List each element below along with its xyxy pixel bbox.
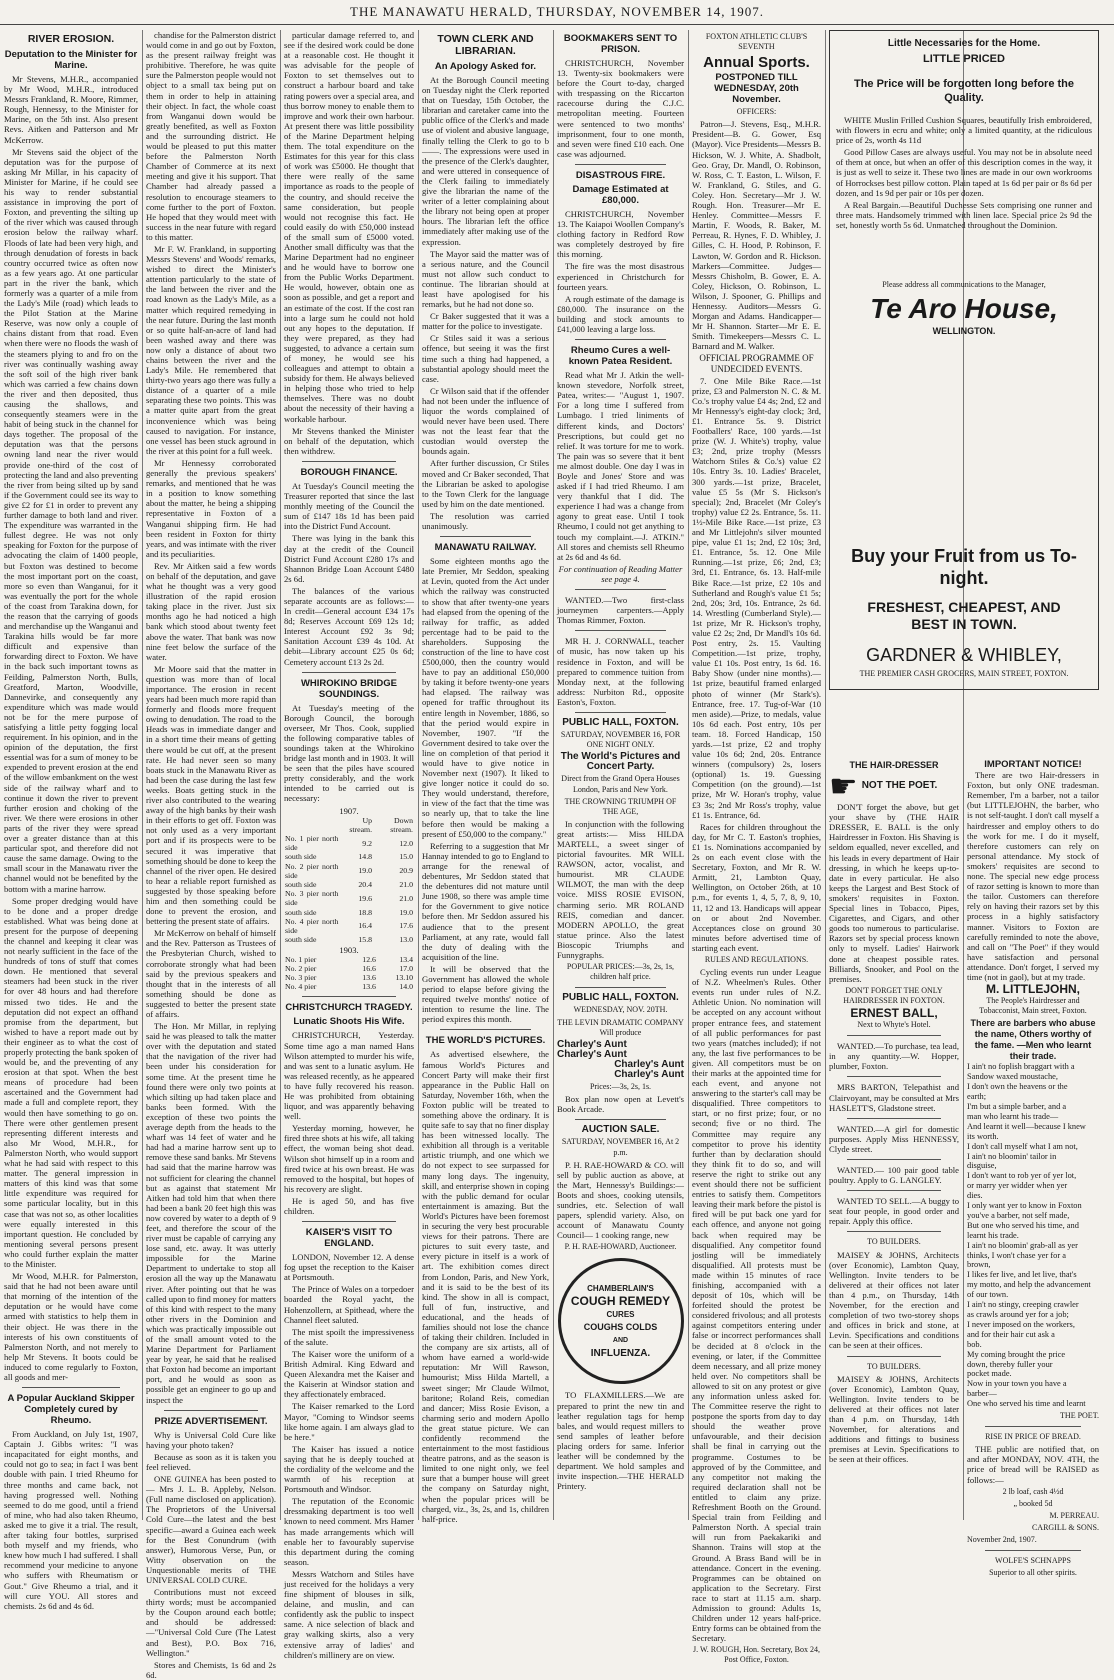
paragraph: There was lying in the bank this day at the credit of the Council District Fund Account £280 17s and Shannon Bridge Loan Account £480 2s 6d. xyxy=(284,533,414,584)
poem-line: bob. xyxy=(967,1339,982,1349)
divider xyxy=(302,996,396,997)
paragraph: Why is Universal Cold Cure like having your photo taken? xyxy=(146,1429,276,1450)
paragraph: Mr Stevens said the object of the deputation was for the purpose of asking Mr Millar, in his capacity of Minister for Marine, if he could see his way to render substantial assistance in improving the port of Foxton, and preventing the silting up of the river which was caused through erosion below the railway wharf. Floods of late had been very high, and through denudation of forests in back country occurred twice as often now as a few years ago. At one particular part in the river the bank, which formerly was a quarter of a mile from the Lady's Mile (road) which leads to the Pilot Station at the Marine Reserve, was now only a couple of chains distant from that road. Even when there were no floods the wash of the steamers plying to and fro on the river was continually washing away the soft soil of the high river bank which was carried a few chains down the river and then deposited, thus causing the shallows, and consequently steamers were in the habit of being stuck in the channel for days together. The proposal of the deputation was that the persons owning land near the river would provide one-third of the cost of protecting the land and also preventing the river from being silted up by sand if the Government could see its way to give £2 for £1 in order to prevent any further damage to both land and river. The expenditure was warranted in the fullest degree. He was not only speaking for Foxton for the purpose of advocating the claim of 1400 people, but Foxton was destined to become the most important port on the coast, more so even than Wanganui, for it was eventually the port for the whole of the coast from Tarakina down, for the reason that the carrying of goods and merchandise up the Wanganui and Tarakina hills would be far more difficult and expensive than forwarding direct to Foxton. We have in the back such important towns as Feilding, Palmerston North, Bulls, Greatford, Marton, Woodville, Dannevirke, and consequently any expenditure which was made would not be for the mere purpose of satisfying a little petty fogging local requirement. In his opinion, and in the opinion of the deputation, the first essential was for a sum of money to be expended to prevent erosion at the end of the willow embankment on the west side of the railway wharf and to continue it down the river to prevent further erosion and choking of the river. We there were erosions in other parts of the river they were spread over a greater distance than at this particular spot, and therefore did not cause the same damage. Owing to the small scour in the Manawatu river the channel would not be benefited by the bottom with a marine harrow. xyxy=(4,146,138,894)
divider xyxy=(985,1550,1081,1551)
poem-line: down, thereby fuller your xyxy=(967,1359,1053,1369)
divider xyxy=(575,630,666,631)
divider xyxy=(440,536,531,537)
section-heading: OFFICERS: xyxy=(736,107,777,117)
gardner-whibley-ad xyxy=(829,545,1099,720)
table-row: No. 1 pier north side 9.2 12.0 xyxy=(285,834,413,853)
headline: TOWN CLERK AND LIBRARIAN. xyxy=(437,33,534,57)
headline: CHRISTCHURCH TRAGEDY. xyxy=(285,1002,413,1014)
divider xyxy=(847,1190,941,1191)
divider xyxy=(575,712,666,713)
classified-ad: WANTED.— 100 pair good table poultry. Apply to G. LANGLEY. xyxy=(829,1165,959,1186)
paragraph: The resolution was carried unanimously. xyxy=(422,510,549,532)
headline: DISASTROUS FIRE. xyxy=(575,169,666,181)
subheadline: Damage Estimated at £80,000. xyxy=(572,183,669,206)
ad-text: In conjunction with the following great artists:— Miss HILDA MARTELL, a sweet singer of pictorial favourites. MR WILL RAWSON, actor, vocalist, and humourist. MR CLAUDE WILMOT, the man with the deep voice. MISS ROSIE EVISON, charming serio. MR ROLAND REIS, comedian and dancer. MODERN APOLLO, the great statue prince. Also the latest Bioscopic Triumphs and Funnygraphs. xyxy=(557,818,684,961)
table-year: 1903. xyxy=(339,944,359,955)
paragraph: Stores and Chemists, 1s 6d and 2s 6d. xyxy=(146,1659,276,1680)
subheadline: Lunatic Shoots His Wife. xyxy=(293,1016,405,1028)
ad-heading: PUBLIC HALL, FOXTON. xyxy=(562,716,679,728)
ad-heading: There are barbers who abuse the name, Others worthy of the fame. —Men who learnt their trade. xyxy=(970,1018,1096,1062)
table-row: south side 18.8 19.0 xyxy=(285,907,413,917)
divider xyxy=(847,1159,941,1160)
paragraph: It will be observed that the Government has allowed the whole period to elapse before giving the required twelve months' notice of intention to resume the line. The period expires this month. xyxy=(422,963,549,1025)
paragraph: Contributions must not exceed thirty words; must be accompanied by the Coupon around each bottle; and should be addressed:—"Universal Cold Cure (The Latest and Best), P.O. Box 716, Wellington." xyxy=(146,1587,276,1658)
ad-title: Charley's Aunt xyxy=(557,1038,627,1050)
masthead: THE MANAWATU HERALD, THURSDAY, NOVEMBER 14, 1907. xyxy=(0,0,1114,25)
paragraph: The balances of the various separate accounts are as follows:— In credit—General account £34 17s 8d; Reserves Account £69 12s 1d; Interest Account £92 3s 9d; Sanitation Account £39 4s 10d. At debit—Library account £25 0s 6d; Cemetery account £13 2s 2d. xyxy=(284,585,414,667)
ad-text: WHITE Muslin Frilled Cushion Squares, beautifully Irish embroidered, with flowers in ecru and white; only a limited quantity, at the ridiculous price of 2s, worth 4s 11d xyxy=(836,115,1092,146)
ad-text: Direct from the Grand Opera Houses London, Paris and New York. xyxy=(561,774,680,794)
paragraph: Mr F. W. Frankland, in supporting Messrs Stevens' and Woods' remarks, wished to direct the Minister's attention particularly to the state of the land between the river and the road known as the Lady's Mile, as a matter which required remedying in the near future. During the last month or so quite half-an-acre of land had been washed away and there was now only a distance of about two chains between the river and the Lady's Mile. He remembered that thirty-two years ago there was fully a distance of a quarter of a mile separating these two points. This was a matter quite apart from the great inconvenience which was being caused to navigation. For instance, one vessel has been stuck aground in the river at this point for a full week. xyxy=(146,243,276,456)
ad-date: SATURDAY, NOVEMBER 16, FOR ONE NIGHT ONLY. xyxy=(560,730,681,750)
poem-line: its worth. xyxy=(967,1131,999,1141)
ad-title: Charley's Aunt xyxy=(614,1068,684,1080)
paragraph: CHRISTCHURCH, November 13. The Kaiapoi Woollen Company's clothing factory in Redford Row was completely destroyed by fire this morning. xyxy=(557,208,684,260)
poem-line: Now in your town you have a xyxy=(967,1379,1067,1389)
paragraph: Mr Stevens thanked the Minister on behalf of the deputation, which then withdrew. xyxy=(284,425,414,456)
soundings-table xyxy=(284,816,414,945)
divider xyxy=(575,1119,666,1120)
column-7 xyxy=(829,760,959,1522)
poem-line: or marry yer widder when yer xyxy=(967,1181,1068,1191)
ad-heading: AUCTION SALE. xyxy=(581,1124,660,1136)
paragraph: At the Borough Council meeting on Tuesday night the Clerk reported that on Tuesday, 15th October, the librarian and caretaker came into the public office of the Clerk's and made use of violent and abusive language, finally telling the Clerk to go to b——. The expressions were used in the presence of the Clerk's daughter, and were uttered in consequence of the Clerk failing to immediately give the librarian the name of the writer of a letter complaining about the library not being open at proper hours. The librarian left the office immediately after making use of the expression. xyxy=(422,75,549,247)
paragraph: ONE GUINEA has been posted to— Mrs J. L. B. Appleby, Nelson. (Full name disclosed on application). The Proprietors of the Universal Cold Cure—the latest and the best specific—award a Guinea each week for the Best Conundrum (with answer), Humorous Verse, Pun, or Witty observation on the Unquestionable merits of THE UNIVERSAL COLD CURE. xyxy=(146,1474,276,1585)
paragraph: Mr Moore said that the matter in question was more than of local importance. The erosion in recent years had been much more rapid than formerly and floods more frequent owing to denudation. The road to the Heads was in immediate danger and in a short time their means of getting there would be cut off, at the present rate. He had never seen so many boats stuck in the Manawatu River as had been the case during the last few weeks. Boats getting stuck in the river also contributed to the wearing away of the high banks by their wash in their efforts to get off. Foxton was not only used as a very important port and if its prospects were to be secured it was imperative that something should be done to keep the channel of the river open. He desired to hear a reliable report furnished as suggested by those speaking before him and then something could be done to prevent the erosion, and bettering the present state of affairs. xyxy=(146,663,276,927)
divider xyxy=(302,461,396,462)
ad-text: DON'T forget the above, but get your shave by (THE HAIR DRESSER, E. BALL is the only Hairdresser in Foxton. His Shaving is seldom equalled, never excelled, and his leads in every department of Hair dressing, in which he keeps up-to-date in every particular. He also keeps the Largest and Best Stock of smokers' requisites in Foxton. Special lines in Tobacco, Pipes, Cigarettes, and Cigars, and other goods too numerous to particularise. Razors set by special process known only to myself. Ladies' Hairwork done at cheapest possible rates. Billiards, Snooker, and Pool on the premises. xyxy=(829,802,959,984)
paragraph: Messrs Watchorn and Stiles have just received for the holidays a very fine shipment of blouses in silk, delaine, and muslin, and can confidently ask the public to inspect same. A nice selection of black and gray walking skirts, also a very extensive array of ladies' and children's millinery are on view. xyxy=(284,1568,414,1660)
ad-heading: RISE IN PRICE OF BREAD. xyxy=(985,1432,1081,1442)
ad-signature: CARGILL & SONS. xyxy=(1031,1522,1099,1532)
ad-text: WELLINGTON. xyxy=(932,326,996,337)
paragraph: CHRISTCHURCH, Yesterday. Some time ago a man named Hans Wilson attempted to murder his wife, and was sent to a lunatic asylum. He was released recently, as he appeared to have fully recovered his reason. He was prohibited from obtaining liquor, and was apparently behaving well. xyxy=(284,1030,414,1122)
pointing-hand-icon: ☛ xyxy=(829,768,858,805)
poem-line: brown, xyxy=(967,1260,991,1270)
divider xyxy=(575,339,666,340)
poem-line: And learnt it well—because I knew xyxy=(967,1121,1086,1131)
paragraph: The Mayor said the matter was of a serious nature, and the Council must not allow such conduct to continue. The librarian should at least have apologised for his remarks, but he had not done so. xyxy=(422,248,549,310)
paragraph: At Tuesday's Council meeting the Treasurer reported that since the last monthly meeting of the Council the sum of £147 18s 1d has been paid into the District Fund Account. xyxy=(284,480,414,532)
divider xyxy=(22,1387,120,1388)
poem-line: I ain't no foplish braggart with a xyxy=(967,1062,1075,1072)
ad-heading: WOLFE'S SCHNAPPS xyxy=(995,1556,1071,1566)
ad-text: THE PREMIER CASH GROCERS, MAIN STREET, FOXTON. xyxy=(859,669,1069,678)
ad-heading: FRESHEST, CHEAPEST, AND BEST IN TOWN. xyxy=(867,599,1061,632)
section-heading: RULES AND REGULATIONS. xyxy=(704,954,809,964)
ad-text: THE LEVIN DRAMATIC COMPANY Will produce xyxy=(557,1017,684,1037)
poem-line: man who learnt his trade— xyxy=(967,1111,1059,1121)
table-row: No. 3 pier 13.6 13.10 xyxy=(285,973,413,982)
divider xyxy=(164,1410,258,1411)
soundings-table xyxy=(284,955,414,992)
ad-heading: Little Necessaries for the Home. xyxy=(887,38,1041,49)
cough-remedy-logo: CHAMBERLAIN'S COUGH REMEDY CURES COUGHS COLDS AND INFLUENZA. xyxy=(558,1258,684,1384)
paragraph: Rev. Mr Aitken said a few words on behalf of the deputation, and gave what he thought was a very good illustration of the rapid erosion taking place in the river. Just six months ago he had noticed a high bank which stood about twenty feet above the water. That bank was now nine feet below the surface of the water. xyxy=(146,560,276,662)
paragraph: particular damage referred to, and see if the desired work could be done at a reasonable cost. He thought it was advisable for the people of Foxton to set themselves out to construct a harbour board and take rating powers over a special area, and thus borrow money to enable them to improve and work their own harbour. At present there was little possibility of the Marine Department helping them. The total expenditure on the Estimates for this year for this class of work was £5000. He thought that there were really of the same importance as roads to the people of the country, and should receive the same consideration, but people would not recognise this fact. He could easily do with £50,000 instead of the small sum of £5000 voted. Another small difficulty was that the Marine Department had no engineer and he would have to borrow one from the Public Works Department. He would, however, obtain one as soon as possible, and get a report and an estimate of the cost. If the cost ran into a large sum he could not hold out any hopes to the deputation. If they were prepared, as they had suggested, to advance a certain sum of money, he would see his colleagues and attempt to obtain a subsidy for them. He always believed in helping those who tried to help themselves. There was no doubt about the necessity of their having a workable harbour. xyxy=(284,30,414,424)
price-line: 2 lb loaf, cash 4½d xyxy=(1002,1486,1064,1496)
ad-date: SATURDAY, NOVEMBER 16, At 2 p.m. xyxy=(561,1137,680,1157)
paragraph: After further discussion, Cr Stiles moved and Cr Baker seconded, That the Librarian be asked to apologise to the Town Clerk for the language used by him on the date mentioned. xyxy=(422,458,549,509)
paragraph: As advertised elsewhere, the famous World's Pictures and Concert Party will make their first appearance in the Public Hall on Saturday, November 16th, when the Foxton public will be treated to something above the ordinary. It is quite safe to say that no finer display has been witnessed locally. The exhibition all through is a veritable artistic triumph, and one which we do not expect to see surpassed for many long days. The ingenuity, skill, and enterprise shown in coping with the public demand for ocular entertainment is amazing. But the World's Pictures have been foremost in securing the very best procurable views for their patrons. There are pictures to suit every taste, and every picture in itself is a work of art. The exhibition comes direct from London, Paris, and New York, and it is said to be the best of its kind. The show in all is compact, full of fun, instructive, and educational, and the heads of families should not lose the chance of taking their children. Included in the company are six artists, all of whom have earned a world-wide reputation: Mr Will Rawson, humourist; Miss Hilda Martell, a sweet singer; Mr Claude Wilmot, baritone; Roland Reis, comedian and dancer; Miss Rosie Evison, a charming serio and modern Apollo the great statue picture. We can confidently recommend the entertainment to the most fastidious theatre patrons, and as the season is limited to one night only, we feel sure that a bumper house will greet the company on Saturday night, when the popular prices will be charged, viz., 3s, 2s, and 1s, children half-price. xyxy=(422,1049,549,1524)
ad-title: Annual Sports. xyxy=(703,54,810,72)
paragraph: Some proper dredging would have to be done and a proper dredge established. What was being done at present for the purpose of deepening the channel and keeping it clear was not nearly sufficient in the face of the hundreds of tons of stuff that comes down. He mentioned that several steamers had been stuck in the river for over 48 hours and had therefore missed two tides. He and the deputation did not expect an offhand promise from the department, but wished to have a report made out by their engineer as to what the cost of properly protecting the bank spoken of would be, and the preventing of any erosion at that spot. When the best means of procedure had been ascertained and the Government had made a full and complete report, they would then have something to go on. There were other gentlemen present representing different interests and also Mr Wood, M.H.R., for Palmerston North, who would support what he had said with respect to this matter. The general impression in matters of this kind was that some little expenditure was required for some particular locality, but in this case that was not so, as other localities were equally interested in this important question. He concluded by mentioning several persons present who could further explain the matter to the Minister. xyxy=(4,895,138,1269)
paragraph: Mr Stevens, M.H.R., accompanied by Mr Wood, M.H.R., introduced Messrs Frankland, R. Moore, Rimmer, Rough, Hennessy, to the Minister for Marine, on the 5th inst. Also present Revs. Aitken and Patterson and Mr McKerrow. xyxy=(4,74,138,145)
paragraph: The Hon. Mr Millar, in replying said he was pleased to talk the matter over with the deputation and stated that the navigation of the river had been under his consideration for some time. At the present time he found there were only two points at which silting up had taken place and banks been formed. With the exception of these two points the average depth from the heads to the wharf was 14 feet of water and he had had a marine harrow sent up to remove these sand banks. Mr Stevens had said that the marine harrow was not sufficient for clearing the channel but as against that statement Mr Aitken had told him that when there had been a bank 20 feet high this was now covered by water to a depth of 9 feet, and therefore the scour of the river must be capable of carrying any lose sand, etc. away. It was utterly impossible for the Marine Department to undertake to stop all erosion all the way up the Manawatu river. After pointing out that he was called upon to find money for matters of this kind with respect to the many other rivers in the Dominion and which was practically impossible out of the small amount voted to the Marine Department for Parliament year by year, he said that he realised that Foxton had become an important port, and he would as soon as possible get an engineer to go up and inspect the xyxy=(146,1021,276,1405)
subheadline: Deputation to the Minister for Marine. xyxy=(4,49,138,71)
poem-line: I ain't no bloomin' tailor in xyxy=(967,1151,1057,1161)
poem-line: I only want yer to know in Foxton xyxy=(967,1201,1082,1211)
ad-heading: TO BUILDERS. xyxy=(867,1237,921,1247)
poem-line: learnt his trade. xyxy=(967,1230,1019,1240)
ad-title: M. LITTLEJOHN, xyxy=(986,982,1080,997)
divider xyxy=(440,1029,531,1030)
divider xyxy=(575,589,666,590)
poem-line: as crawls around yer for a job; xyxy=(967,1310,1069,1319)
ad-heading: NOT THE POET. xyxy=(861,780,938,792)
poem-line: and for their hair cut ask a xyxy=(967,1329,1055,1339)
ad-date: WEDNESDAY, NOV. 20TH. xyxy=(573,1005,668,1015)
headline: MANAWATU RAILWAY. xyxy=(434,542,537,554)
column-2 xyxy=(146,30,276,1680)
headline: PRIZE ADVERTISEMENT. xyxy=(154,1415,268,1427)
headline: RIVER EROSION. xyxy=(27,33,115,45)
ad-text: THE public are notified that, on and after MONDAY, NOV. 4TH, the price of bread will be RAISED as follows:— xyxy=(967,1444,1099,1485)
price-line: „ booked 5d xyxy=(1013,1498,1053,1508)
ad-text: 7. One Mile Bike Race.—1st prize, £3 and Palmerston N. C. & M. Co.'s trophy value £4 4s; 2nd, £2 and Mr Hennessy's eight-day clock; 3rd, £1. Entrance 5s. 9. District Footballers' Race, 100 yards.—1st prize (W. J. White's) trophy, value £3; 2nd, prize trophy (Messrs Watchorn Stiles & Co.'s) value £2 10s. Entry 3s. 10. Ladies' Bracelet, 300 yards.—1st prize, Bracelet, value £5 5s (Mr S. Hickson's special); 2nd, Bracelet (Mr Coley's trophy) value £2 2s. Entrance, 5s. 11. 1½-Mile Bike Race.—1st prize, £3 and Mr Littlejohn's silver mounted pipe, value £1 1s; 2nd, £2 10s; 3rd, £1. Entrance, 5s. 12. One Mile Running.—1st prize, £6; 2nd, £3; 3rd, £1. Entrance, 6s. 13. Half-mile Bike Race.—1st prize, £2 10s and Sutherland and Rough's value £1 5s; 2nd, 20s; 3rd, 10s. Entrance, 2s 6d. 14. Wrestling (Cumberland Style).—1st prize, Mr R. Hickson's trophy, value £2 2s; 2nd, Dr Mandl's 10s 6d. Post entry, 2s. 15. Vaulting Competition.—1st prize, trophy, value £1 10s. Post entry, 1s 6d. 16. Baby Show (under nine months).—1st prize, beautiful framed enlarged photo of winner (Mr Stark's). Entrance, free. 17. Tug-of-War (10 men aside).—Prize, to medals, value 10s 6d each. Post entry, 10s per team. 18. Forced Handicap, 150 yards.—1st prize, £2 and trophy value 10s 6d; 2nd, 20s. Entrance winners (compulsory) 2s, losers (optional) 1s. 19. Guessing Competition (on the ground).—1st prize, Mr W. Horan's trophy, value £3 3s; 2nd Mr Ross's trophy, value £1 1s. Entrance, 6d. xyxy=(692,375,821,820)
ad-heading: IMPORTANT NOTICE! xyxy=(984,759,1082,770)
table-header: Up stream. Down stream. xyxy=(349,815,413,834)
paragraph: Cr Baker suggested that it was a matter for the police to investigate. xyxy=(422,311,549,332)
ad-heading: THE HAIR-DRESSER xyxy=(849,760,939,770)
paragraph: Cr Wilson said that if the offender had not been under the influence of liquor the words complained of would never have been used. There was not the least fear that the custodian would overstep the bounds again. xyxy=(422,385,549,457)
paragraph: The fire was the most disastrous experienced in Christchurch for fourteen years. xyxy=(557,261,684,292)
ad-text: THE CROWNING TRIUMPH OF THE AGE, xyxy=(564,796,677,816)
poem-line: I ain't no bloomin' grab-all as yer xyxy=(967,1240,1078,1250)
ad-heading-row xyxy=(829,768,959,805)
divider xyxy=(847,1076,941,1077)
poem-signature: THE POET. xyxy=(1060,1411,1099,1421)
poem-line: I ain't no stingy, creeping crawler xyxy=(967,1300,1079,1310)
paragraph: Mr Wood, M.H.R. for Palmerston, said that he had not been aware until that morning of the intention of the deputation or he would have come armed with statistics to help them in their object. He was there in the interests of his own constituents of Palmerston North, and not merely to help Mr Stevens. It boots could be induced to come regularly to Foxton, all goods and mer- xyxy=(4,1271,138,1382)
poem-line: I'm but a simple barber, and a xyxy=(967,1101,1067,1111)
column-rule xyxy=(418,30,419,1520)
paragraph: CHRISTCHURCH, November 13. Twenty-six bookmakers were before the Court to-day, charged with trespassing on the Riccarton racecourse during the C.J.C. metropolitan meeting. Fourteen were sentenced to two months' imprisonment, four to one month, and seven were fined £10 each. One case was adjourned. xyxy=(557,58,684,159)
divider xyxy=(985,1426,1081,1427)
paragraph: Mr McKerrow on behalf of himself and the Rev. Patterson as Trustees of the Presbyterian Church, wished to corroborate strongly what had been said by the previous speakers and thought that in the interests of all something should be done as suggested to better the present state of affairs. xyxy=(146,928,276,1019)
classified-ad: WANTED.—A girl for domestic purposes. Apply Miss HENNESSY, Clyde street. xyxy=(829,1123,959,1154)
table-row: No. 2 pier north side 19.0 20.9 xyxy=(285,861,413,880)
ad-heading: FOXTON ATHLETIC CLUB'S SEVENTH xyxy=(705,32,808,52)
divider xyxy=(302,1221,396,1222)
classified-ad: TO FLAXMILLERS.—We are prepared to print the new tin and leather regulation tags for hemp bales, and would request millers to send samples of leather before placing orders for same. Inferior leather will be condemned by the department. We hold samples and invite inspection.—THE HERALD Printery. xyxy=(557,1390,684,1492)
column-4 xyxy=(422,30,549,1522)
column-1 xyxy=(4,30,138,1611)
ad-heading: LITTLE PRICED xyxy=(923,53,1005,65)
paragraph: From Auckland, on July 1st, 1907, Captain J. Gibbs writes: "I was incapacitated for eight months, and could not go to sea; in fact I was bent double with pain. I tried Rheumo for three months and came back, not having progressed well. Nothing seemed to do me good, until a friend of mine, who had also taken Rheumo, asked me to give it a trial. The result, after taking four bottles, surprised both myself and my friends, who knew how much I had suffered. I shall recommend your medicine to anyone who suffers with Rheumatism or Gout." Give Rheumo a trial, and it will cure YOU. All stores and chemists. 2s 6d and 4s 6d. xyxy=(4,1429,138,1611)
ad-heading: Buy your Fruit from us To-night. xyxy=(851,546,1077,588)
poem-line: thinks, I won't chase yer for a xyxy=(967,1250,1066,1260)
column-3 xyxy=(284,30,414,1660)
divider xyxy=(575,987,666,988)
paragraph: At Tuesday's meeting of the Borough Council, the borough overseer, Mr Thos. Cook, supplied the following comparative tables of soundings taken at the Whirokino bridge last month and in 1903. It will be seen that the piles have scoured pretty considerably, and the work intended to be carried out is necessary: xyxy=(284,702,414,804)
poem-line: my motto, and help the advancement of our town. xyxy=(967,1280,1091,1300)
continuation-note: For continuation of Reading Matter see page 4. xyxy=(558,563,683,584)
ad-heading: PUBLIC HALL, FOXTON. xyxy=(562,992,679,1004)
paragraph: The Kaiser remarked to the Lord Mayor, "Coming to Windsor seems like home again. I am always glad to be here." xyxy=(284,1401,414,1442)
column-rule xyxy=(280,30,281,1520)
table-year: 1907. xyxy=(339,805,359,816)
ad-title: GARDNER & WHIBLEY, xyxy=(866,645,1062,665)
headline: THE WORLD'S PICTURES. xyxy=(425,1035,546,1047)
subheadline: An Apology Asked for. xyxy=(434,61,537,72)
column-8 xyxy=(967,759,1099,1578)
table-row: No. 4 pier north side 16.4 17.6 xyxy=(285,916,413,936)
column-rule xyxy=(825,30,826,1520)
column-5 xyxy=(557,30,684,1522)
column-rule xyxy=(142,30,143,1520)
poem-line: barber— xyxy=(967,1389,997,1399)
paragraph: Mr Hennessy corroborated generally the previous speakers' remarks, and mentioned that he was in a position to know something about the matter, he being a shipping representative in Foxton of a Wanganui shipping firm. He had been resident in Foxton for thirty years, and was intimate with the river and its peculiarities. xyxy=(146,457,276,559)
poem-line: pocket made. xyxy=(967,1369,1012,1379)
classified-ad: MRS BARTON, Telepathist and Clairvoyant, may be consulted at Mrs HASLETT'S, Gladstone street. xyxy=(829,1082,959,1113)
paragraph: The mist spoilt the impressiveness of the salute. xyxy=(284,1326,414,1347)
paragraph: The Kaiser wore the uniform of a British Admiral. King Edward and Queen Alexandra met the Kaiser and the Kaiserin at Windsor station and they affectionately embraced. xyxy=(284,1348,414,1400)
paragraph: A rough estimate of the damage is £80,000. The insurance on the building and stock amounts to £41,000 leaving a large loss. xyxy=(557,293,684,334)
poem-line: earth; xyxy=(967,1092,987,1102)
ad-text: Please address all communications to the Manager, xyxy=(882,280,1046,290)
ad-text: DON'T FORGET THE ONLY HAIRDRESSER IN FOXTON. xyxy=(843,985,945,1005)
ad-text: Box plan now open at Levett's Book Arcade. xyxy=(557,1094,684,1115)
paragraph: Because as soon as it is taken you feel relieved. xyxy=(146,1451,276,1472)
poem-line: I don't call myself what I am not, xyxy=(967,1141,1078,1151)
classified-ad: MR H. J. CORNWALL, teacher of music, has now taken up his residence in Foxton, and will be prepared to commence tuition from Monday next, at the following address: Nurbiton Rd., opposite Easton's, Foxton. xyxy=(557,636,684,707)
paragraph: The reputation of the Economic dressmaking department is too well known to need comment. Mrs Hamer has made arrangements which will enable her to favourably supervise this department during the coming season. xyxy=(284,1496,414,1567)
ad-title: The World's Pictures and Concert Party. xyxy=(560,751,681,773)
poem xyxy=(967,1062,1099,1409)
ad-title: Charley's Aunt xyxy=(614,1058,684,1070)
te-aro-house-logo: Te Aro House, xyxy=(870,293,1058,325)
ad-text: Cycling events run under League of N.Z. Wheelmen's Rules. Other events run under rules of N.Z. Athletic Union. No nomination will be accepted on any account without proper entrance fees, and statement of all public performances for past two years (matches included); if not any, the last five performances to be given. All competitors must be on their marks at the appointed time for each event, and anyone not answering to the starter's call may be disqualified. Three competitors to start, or no first prize; four, or no second; five or no third. The Committee may require any competitor to prove his identity further than by declaration should they think fit to do so, and will reserve the right to strike out any event should there not be sufficient entries to satisfy them. Competitors leaving their mark before the pistol is fired will be put back one yard for each offence, and anyone not going back when required may be disqualified. Any competitor found jostling will be immediately disqualified. All protests must be made within 15 minutes of race finishing, accompanied with a deposit of 10s, which will be forfeited should the protest be considered frivolous; and all protests against competitors entering under false or incorrect performances shall be decided at 8 o'clock in the evening, or later, if the Committee deem necessary, and all prize money held over. No competitors shall be allowed to sit on any protest or give any information unless asked for. The Committee reserve the right to postpone the sports from day to day should the weather prove unfavourable, and their decision shall be final in carrying out the programme. Costumes to be approved of by the Committee, and any competitor not making the required declaration shall not be entitled to claim any prize. Refreshment Booth on the Ground. Special train from Feilding and Palmerston North. A special train will run from Paekakariki and Shannon. Trains will stop at the Ground. A Brass Band will be in attendance. Concert in the evening. Programmes can be obtained on application to the Secretary. First race to start at 11.15 a.m. sharp. Admission to ground: Adults 1s, Children under 12 years half-price. Entry forms can be obtained from the Secretary. xyxy=(692,967,821,1644)
classified-ad: WANTED.—Two first-class journeymen carpenters.—Apply Thomas Rimmer, Foxton. xyxy=(557,595,684,626)
divider xyxy=(575,164,666,165)
poem-line: I never imposed on the workers, xyxy=(967,1319,1075,1329)
paragraph: The Kaiser has issued a notice saying that he is deeply touched at the cordiality of the welcome and the warmth of his reception at Portsmouth and Windsor. xyxy=(284,1443,414,1495)
headline: KAISER'S VISIT TO ENGLAND. xyxy=(305,1227,393,1250)
column-rule xyxy=(688,30,689,1520)
table-row: No. 3 pier north side 19.6 21.0 xyxy=(285,889,413,908)
paragraph: LONDON, November 12. A dense fog upset the reception to the Kaiser at Portsmouth. xyxy=(284,1252,414,1283)
ad-heading: The Price will be forgotten long before the Quality. xyxy=(853,78,1075,104)
ad-prices: Prices:—3s, 2s, 1s. xyxy=(589,1082,652,1092)
ad-headline: Rheumo Cures a well-known Patea Resident. xyxy=(568,345,673,368)
poem-line: One who served his time and learnt xyxy=(967,1399,1086,1409)
table-row: No. 1 pier 12.6 13.4 xyxy=(285,954,413,964)
ad-subtitle: POSTPONED TILL WEDNESDAY, 20th November. xyxy=(714,72,799,106)
ad-text: Good Pillow Cases are always useful. You may not be in absolute need of them at once, but when an offer of this description comes in the way, it is just as well to seize it. These two lines are made in our own workrooms of Horrockses best pillow cotton. Plain taped at 1s 6d per pair or 8s 6d per dozen, and 1s 9d per pair or 10s per dozen. xyxy=(836,147,1092,198)
ad-text: There are two Hair-dressers in Foxton, but only ONE tradesman. Remember, I'm a barber, not a tailor (but LITTLEJOHN, the barber, who is not self-taught. I don't call myself a hairdresser and employ others to do the work for me. I do it myself, therefore customers can rely on personal attendance. My stock of smokers' requisites are second to none. The special new edge process of razor setting is known to more than the tailor. Customers can therefore rely on having their razors set by this process in a highly satisfactory manner. Visitors to Foxton are carefully reminded to note the above, and call on "The Poet" if they would have satisfaction and personal attendance. Don't forget, I served my time (not in gaol), but at my trade. xyxy=(967,770,1099,982)
poem-line: I likes fer live, and let live, that's xyxy=(967,1270,1077,1280)
classified-ad: MAISEY & JOHNS, Architects (over Economic), Lambton Quay, Wellington. Invite tenders to be delivered at their offices not later than 4 p.m., on Thursday, 14th November, for the erection and completion of two two-storey shops and offices in brick and stone, at Levin. Specifications and conditions can be seen at their offices. xyxy=(829,1249,959,1351)
poem-line: dies. xyxy=(967,1191,983,1201)
headline: BOOKMAKERS SENT TO PRISON. xyxy=(563,33,678,55)
ad-text: The People's Hairdresser and Tobacconist, Main street, Foxton. xyxy=(979,996,1087,1016)
ad-date: November 2nd, 1907. xyxy=(967,1535,1037,1544)
ad-prices: POPULAR PRICES:—3s, 2s, 1s, children half price. xyxy=(566,962,675,982)
paragraph: Yesterday morning, however, he fired three shots at his wife, all taking effect, the woman being shot dead. Wilson shot himself up in a room and fired twice at his own breast. He was removed to the hospital, but hopes of his recovery are slight. xyxy=(284,1123,414,1194)
classified-ad: MAISEY & JOHNS, Architects (over Economic), Lambton Quay, Wellington. Invite tenders to be delivered at their offices not later than 4 p.m. on Thursday, 14th November, for alterations and additions and fittings to business premises at Levin. Specifications to be seen at their offices. xyxy=(829,1373,959,1465)
headline: WHIROKINO BRIDGE SOUNDINGS. xyxy=(300,677,398,700)
paragraph: Some eighteen months ago the late Premier, Mr Seddon, speaking at Levin, quoted from the Act under which the railway was constructed to show that after twenty-one years had elapsed from the opening of the railway for traffic, as added percentage had to be paid to the shareholders. Supposing the construction of the line to have cost £500,000, then the country would have to pay an additional £50,000 by taking it before twenty-one years had elapsed. The railway was opened for traffic throughout its entire length in November, 1886, so that the period would expire in November, 1907. "If the Government desired to take over the line on completion of that period it would have to give notice in November next (1907). It liked to give longer notice it could do so. They would understand, therefore, in view of the fact that the time was so nearly up, that to take the line before then would be making a present of £50,000 to the company." xyxy=(422,556,549,839)
divider xyxy=(847,1356,941,1357)
table-row: south side 14.8 15.0 xyxy=(285,852,413,862)
ad-title: Charley's Aunt xyxy=(557,1048,627,1060)
poem-line: I don't want to rob yer of yer lot, xyxy=(967,1171,1077,1181)
paragraph: chandise for the Palmerston district would come in and go out by Foxton, as the present railway freight was prohibitive. Therefore, he was quite sure the Palmerston people would not object to a small tax being put on them in order to help in attaining their object. In fact, the whole coast from Wanganui down would be greatly benefited, as well as Foxton and the surrounding district. He would be pleased to put this matter before the Palmerston North Chamber of Commerce at its next meeting and give it his support. That Chamber had already passed a resolution to encourage steamers to come further to the port of Foxton. He hoped that they would meet with success in the near future with regard to this matter. xyxy=(146,30,276,242)
headline: BOROUGH FINANCE. xyxy=(300,466,398,478)
ad-headline: A Popular Auckland Skipper Completely cured by Rheumo. xyxy=(7,1393,135,1427)
ad-text: Next to Whyte's Hotel. xyxy=(857,1020,931,1030)
classified-ad: WANTED TO SELL.—A buggy to seat four people, in good order and repair. Apply this office. xyxy=(829,1196,959,1227)
ad-text: Superior to all other spirits. xyxy=(989,1568,1077,1578)
ad-heading: TO BUILDERS. xyxy=(867,1361,921,1371)
table-row: No. 4 pier 13.6 14.0 xyxy=(285,982,413,992)
divider xyxy=(847,1035,941,1036)
ad-text: Races for children throughout the day, for Mr C. T. Easton's trophies, £1 1s. Nominations accompanied by 2s on each event close with the Secretary, Foxton, and Mr R. W. Armitt, 21, Lambton Quay, Wellington, on October 26th, at 10 p.m., for events 1, 4, 5, 7, 8, 9, 10, 11, 12 and 13. Handicaps will appear on or about 2nd November. Acceptances close on ground 30 minutes before advertised time of starting each event. xyxy=(692,821,821,953)
paragraph: Referring to a suggestion that Mr Hannay intended to go to England to arrange for the renewal of debentures, Mr Seddon stated that the debentures did not mature until June 1908, so there was ample time for the Government to give notice before then. Mr Seddon assured his audience that to the present Parliament, at any rate, would fall the duty of dealing with the acquisition of the line. xyxy=(422,840,549,962)
paragraph: Cr Stiles said it was a serious offence, but seeing it was the first time such a thing had happened, a substantial apology should meet the case. xyxy=(422,333,549,384)
table-row: south side 20.4 21.0 xyxy=(285,880,413,890)
ad-text: A Real Bargain.—Beautiful Duchesse Sets comprising one runner and three mats. Handsomely trimmed with linen lace. Special price 2s 9d the set, honestly worth 5s 6d. Unmatched throughout the Dominion. xyxy=(836,199,1092,230)
table-row: No. 2 pier 16.6 17.0 xyxy=(285,963,413,973)
ad-signature: M. PERREAU. xyxy=(1049,1510,1099,1520)
divider xyxy=(302,672,396,673)
ad-signature: P. H. RAE-HOWARD, Auctioneer. xyxy=(564,1242,677,1252)
paragraph: The Prince of Wales on a torpedoer boarded the Royal yacht, the Hohenzollern, at Spithead, where the Channel fleet saluted. xyxy=(284,1284,414,1325)
table-row: south side 15.8 13.0 xyxy=(285,935,413,945)
poem-line: But one who served his time, and xyxy=(967,1220,1079,1230)
poem-line: disguise, xyxy=(967,1161,997,1171)
paragraph: Read what Mr J. Atkin the well-known stevedore, Norfolk street, Patea, writes:— "August 1, 1907. For a long time I suffered from Lumbago. I tried liniments of different kinds, and Doctors' Prescriptions, but could get no relief. It was torture for me to work. The pain was so severe that it bent me almost double. One day I was in Boyle and Jones' Store and was asked if I had tried Rheumo. I am very thankful that I did. The experience I had was a change from agony to great ease. Until I took Rheumo, I could not get anything to touch my complaint.—J. ATKIN." All stores and chemists sell Rheumo at 2s 6d and 4s 6d. xyxy=(557,370,684,562)
poem-line: I don't own the heavens or the xyxy=(967,1082,1068,1092)
column-6 xyxy=(692,30,821,1665)
classified-ad: WANTED.—To purchase, tea lead, in any quantity.—W. Hopper, plumber, Foxton. xyxy=(829,1041,959,1072)
ad-title: ERNEST BALL, xyxy=(850,1005,938,1020)
poem-line: Sandow waxed moustache, xyxy=(967,1072,1058,1082)
paragraph: He is aged 50, and has five children. xyxy=(284,1195,414,1216)
column-rule xyxy=(553,30,554,1520)
divider xyxy=(847,1231,941,1232)
divider xyxy=(847,1118,941,1119)
ad-signature: J. W. ROUGH, Hon. Secretary, Box 24, Post Office, Foxton. xyxy=(692,1645,821,1665)
ad-text: Patron—J. Stevens, Esq., M.H.R. President—B. G. Gower, Esq (Mayor). Vice Presidents—Messrs B. Hickson, W. J. White, A. Shadbolt, Geo. Gray, Dr. Mandl, O. Robinson, W. Ross, C. T. Easton, L. Wilson, F. W. Frankland, G. Stiles, and G. Coley. Hon. Secretary—Mr J. W. Rough. Hon. Treasurer—Mr E. Henley. Committee—Messrs F. Martin, F. Woods, R. Baker, M. Perreau, R. Hynes, F. D. Whibley, J. Gilles, C. H. Hood, P. Robinson, F. Lawton, W. Gordon and R. Hickson. Markers—Committee. Judges—Messrs Chisholm, B. Gower, E. A. Coley, Hickson, O. Robinson, L. Wilson, J. Spooner, G. Phillips and Hennessy. Auditors—Messrs G. Morgan and Adams. Handicapper—Mr H. Shannon. Starter—Mr E. E. Smith. Timekeepers—Messrs C. L. Barnard and M. Walker. xyxy=(692,119,821,352)
section-heading: OFFICIAL PROGRAMME OF UNDECIDED EVENTS. xyxy=(699,353,814,374)
poem-line: you've a barber, not self made, xyxy=(967,1210,1070,1220)
ad-text: P. H. RAE-HOWARD & CO. will sell by public auction as above, at the Mart, Hennessy's Buildings:— Boots and shoes, cooking utensils, sundries, etc. Selection of wall papers, splendid variety. Also, on account of Manawatu County Council— 1 cooking range, new xyxy=(557,1159,684,1241)
poem-line: My coming brought the price xyxy=(967,1349,1066,1359)
